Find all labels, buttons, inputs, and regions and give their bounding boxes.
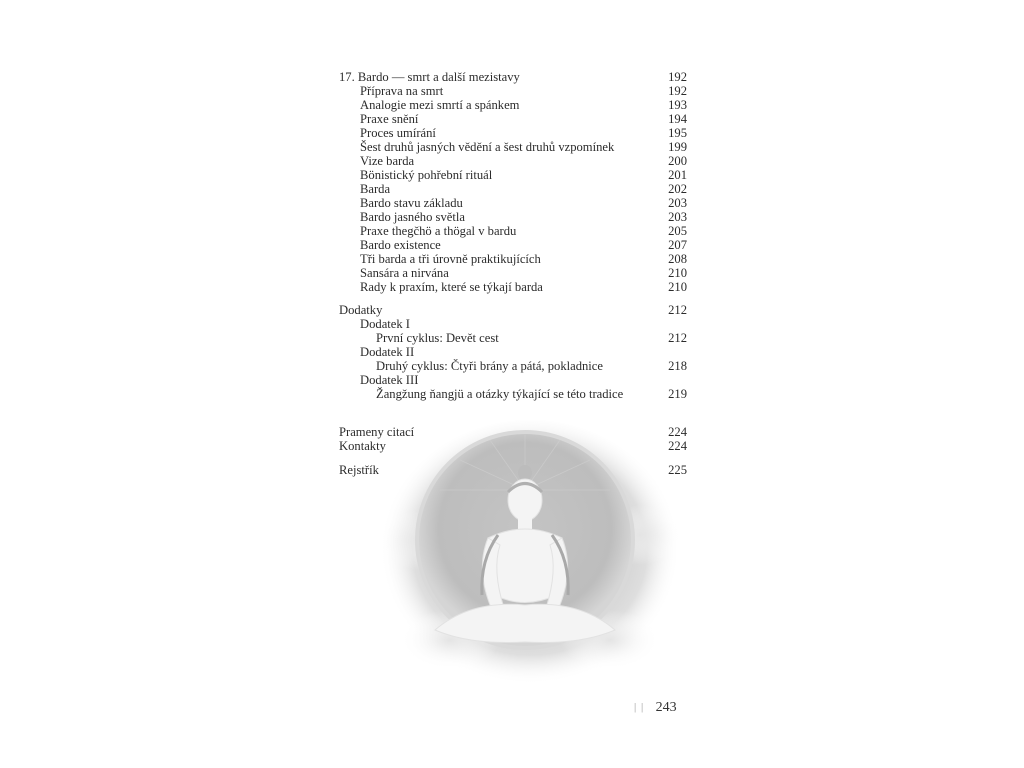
toc-entry-label: První cyklus: Devět cest	[376, 331, 499, 345]
toc-entry-page: 210	[668, 266, 687, 280]
toc-entry[interactable]	[339, 252, 689, 266]
toc-entry-page: 202	[668, 182, 687, 196]
toc-entry-chapter-17[interactable]	[339, 70, 689, 84]
toc-entry-page: 195	[668, 126, 687, 140]
toc-entry-label: Dodatky	[339, 303, 383, 317]
toc-entry[interactable]	[339, 224, 689, 238]
toc-entry-label: Rejstřík	[339, 463, 379, 477]
toc-entry[interactable]	[339, 182, 689, 196]
toc-entry[interactable]	[339, 266, 689, 280]
toc-entry-label: Dodatek III	[360, 373, 419, 387]
page-number: 243	[655, 700, 677, 715]
table-of-contents	[339, 70, 689, 477]
toc-entry[interactable]	[339, 280, 689, 294]
toc-entry-page: 201	[668, 168, 687, 182]
toc-entry[interactable]	[339, 196, 689, 210]
toc-entry[interactable]	[339, 154, 689, 168]
toc-entry-label: Šest druhů jasných vědění a šest druhů vzpomínek	[360, 140, 615, 154]
toc-entry-page: 194	[668, 112, 687, 126]
toc-entry[interactable]	[339, 84, 689, 98]
toc-entry[interactable]	[339, 387, 689, 401]
toc-entry-label: Bönistický pohřební rituál	[360, 168, 493, 182]
toc-entry-page: 208	[668, 252, 687, 266]
toc-entry-page: 219	[668, 387, 687, 401]
toc-entry[interactable]	[339, 112, 689, 126]
toc-entry-page: 192	[668, 70, 687, 84]
toc-entry-label: Vize barda	[360, 154, 415, 168]
toc-entry[interactable]	[339, 359, 689, 373]
toc-entry[interactable]	[339, 439, 689, 453]
toc-entry[interactable]	[339, 98, 689, 112]
toc-entry-label: Bardo jasného světla	[360, 210, 465, 224]
toc-entry-label: Praxe thegčhö a thögal v bardu	[360, 224, 517, 238]
toc-entry-page: 210	[668, 280, 687, 294]
toc-entry-page: 203	[668, 210, 687, 224]
page-footer	[634, 700, 677, 716]
toc-entry-page: 212	[668, 331, 687, 345]
toc-entry-page: 203	[668, 196, 687, 210]
toc-entry-label: 17. Bardo — smrt a další mezistavy	[339, 70, 520, 84]
toc-entry[interactable]	[339, 126, 689, 140]
toc-entry-label: Sansára a nirvána	[360, 266, 449, 280]
toc-entry-page: 200	[668, 154, 687, 168]
toc-entry-label: Tři barda a tři úrovně praktikujících	[360, 252, 541, 266]
toc-entry[interactable]	[339, 345, 689, 359]
toc-entry-label: Analogie mezi smrtí a spánkem	[360, 98, 520, 112]
toc-entry-page: 205	[668, 224, 687, 238]
toc-entry[interactable]	[339, 463, 689, 477]
toc-entry-label: Žangžung ňangjü a otázky týkající se této tradice	[376, 387, 624, 401]
toc-entry-appendices[interactable]	[339, 303, 689, 317]
toc-entry-page: 199	[668, 140, 687, 154]
toc-entry-page: 224	[668, 425, 687, 439]
spacer	[339, 453, 689, 463]
toc-entry-label: Barda	[360, 182, 391, 196]
toc-entry-label: Bardo existence	[360, 238, 441, 252]
toc-entry[interactable]	[339, 373, 689, 387]
toc-entry-label: Rady k praxím, které se týkají barda	[360, 280, 543, 294]
toc-entry-page: 193	[668, 98, 687, 112]
toc-entry-page: 212	[668, 303, 687, 317]
toc-entry-label: Proces umírání	[360, 126, 436, 140]
toc-entry-label: Prameny citací	[339, 425, 415, 439]
toc-entry[interactable]	[339, 140, 689, 154]
toc-entry-label: Druhý cyklus: Čtyři brány a pátá, pokladnice	[376, 359, 603, 373]
toc-entry[interactable]	[339, 425, 689, 439]
toc-entry-label: Kontakty	[339, 439, 386, 453]
toc-entry-page: 224	[668, 439, 687, 453]
toc-entry-label: Dodatek II	[360, 345, 415, 359]
footer-marker: | |	[634, 701, 645, 713]
toc-entry-page: 192	[668, 84, 687, 98]
toc-entry-page: 218	[668, 359, 687, 373]
toc-entry[interactable]	[339, 238, 689, 252]
toc-entry-page: 207	[668, 238, 687, 252]
toc-entry-label: Bardo stavu základu	[360, 196, 463, 210]
toc-entry-label: Dodatek I	[360, 317, 411, 331]
spacer	[339, 401, 689, 425]
toc-entry[interactable]	[339, 317, 689, 331]
toc-entry-label: Příprava na smrt	[360, 84, 444, 98]
toc-entry[interactable]	[339, 168, 689, 182]
toc-entry-label: Praxe snění	[360, 112, 419, 126]
toc-entry[interactable]	[339, 210, 689, 224]
spacer	[339, 294, 689, 303]
toc-entry[interactable]	[339, 331, 689, 345]
toc-entry-page: 225	[668, 463, 687, 477]
